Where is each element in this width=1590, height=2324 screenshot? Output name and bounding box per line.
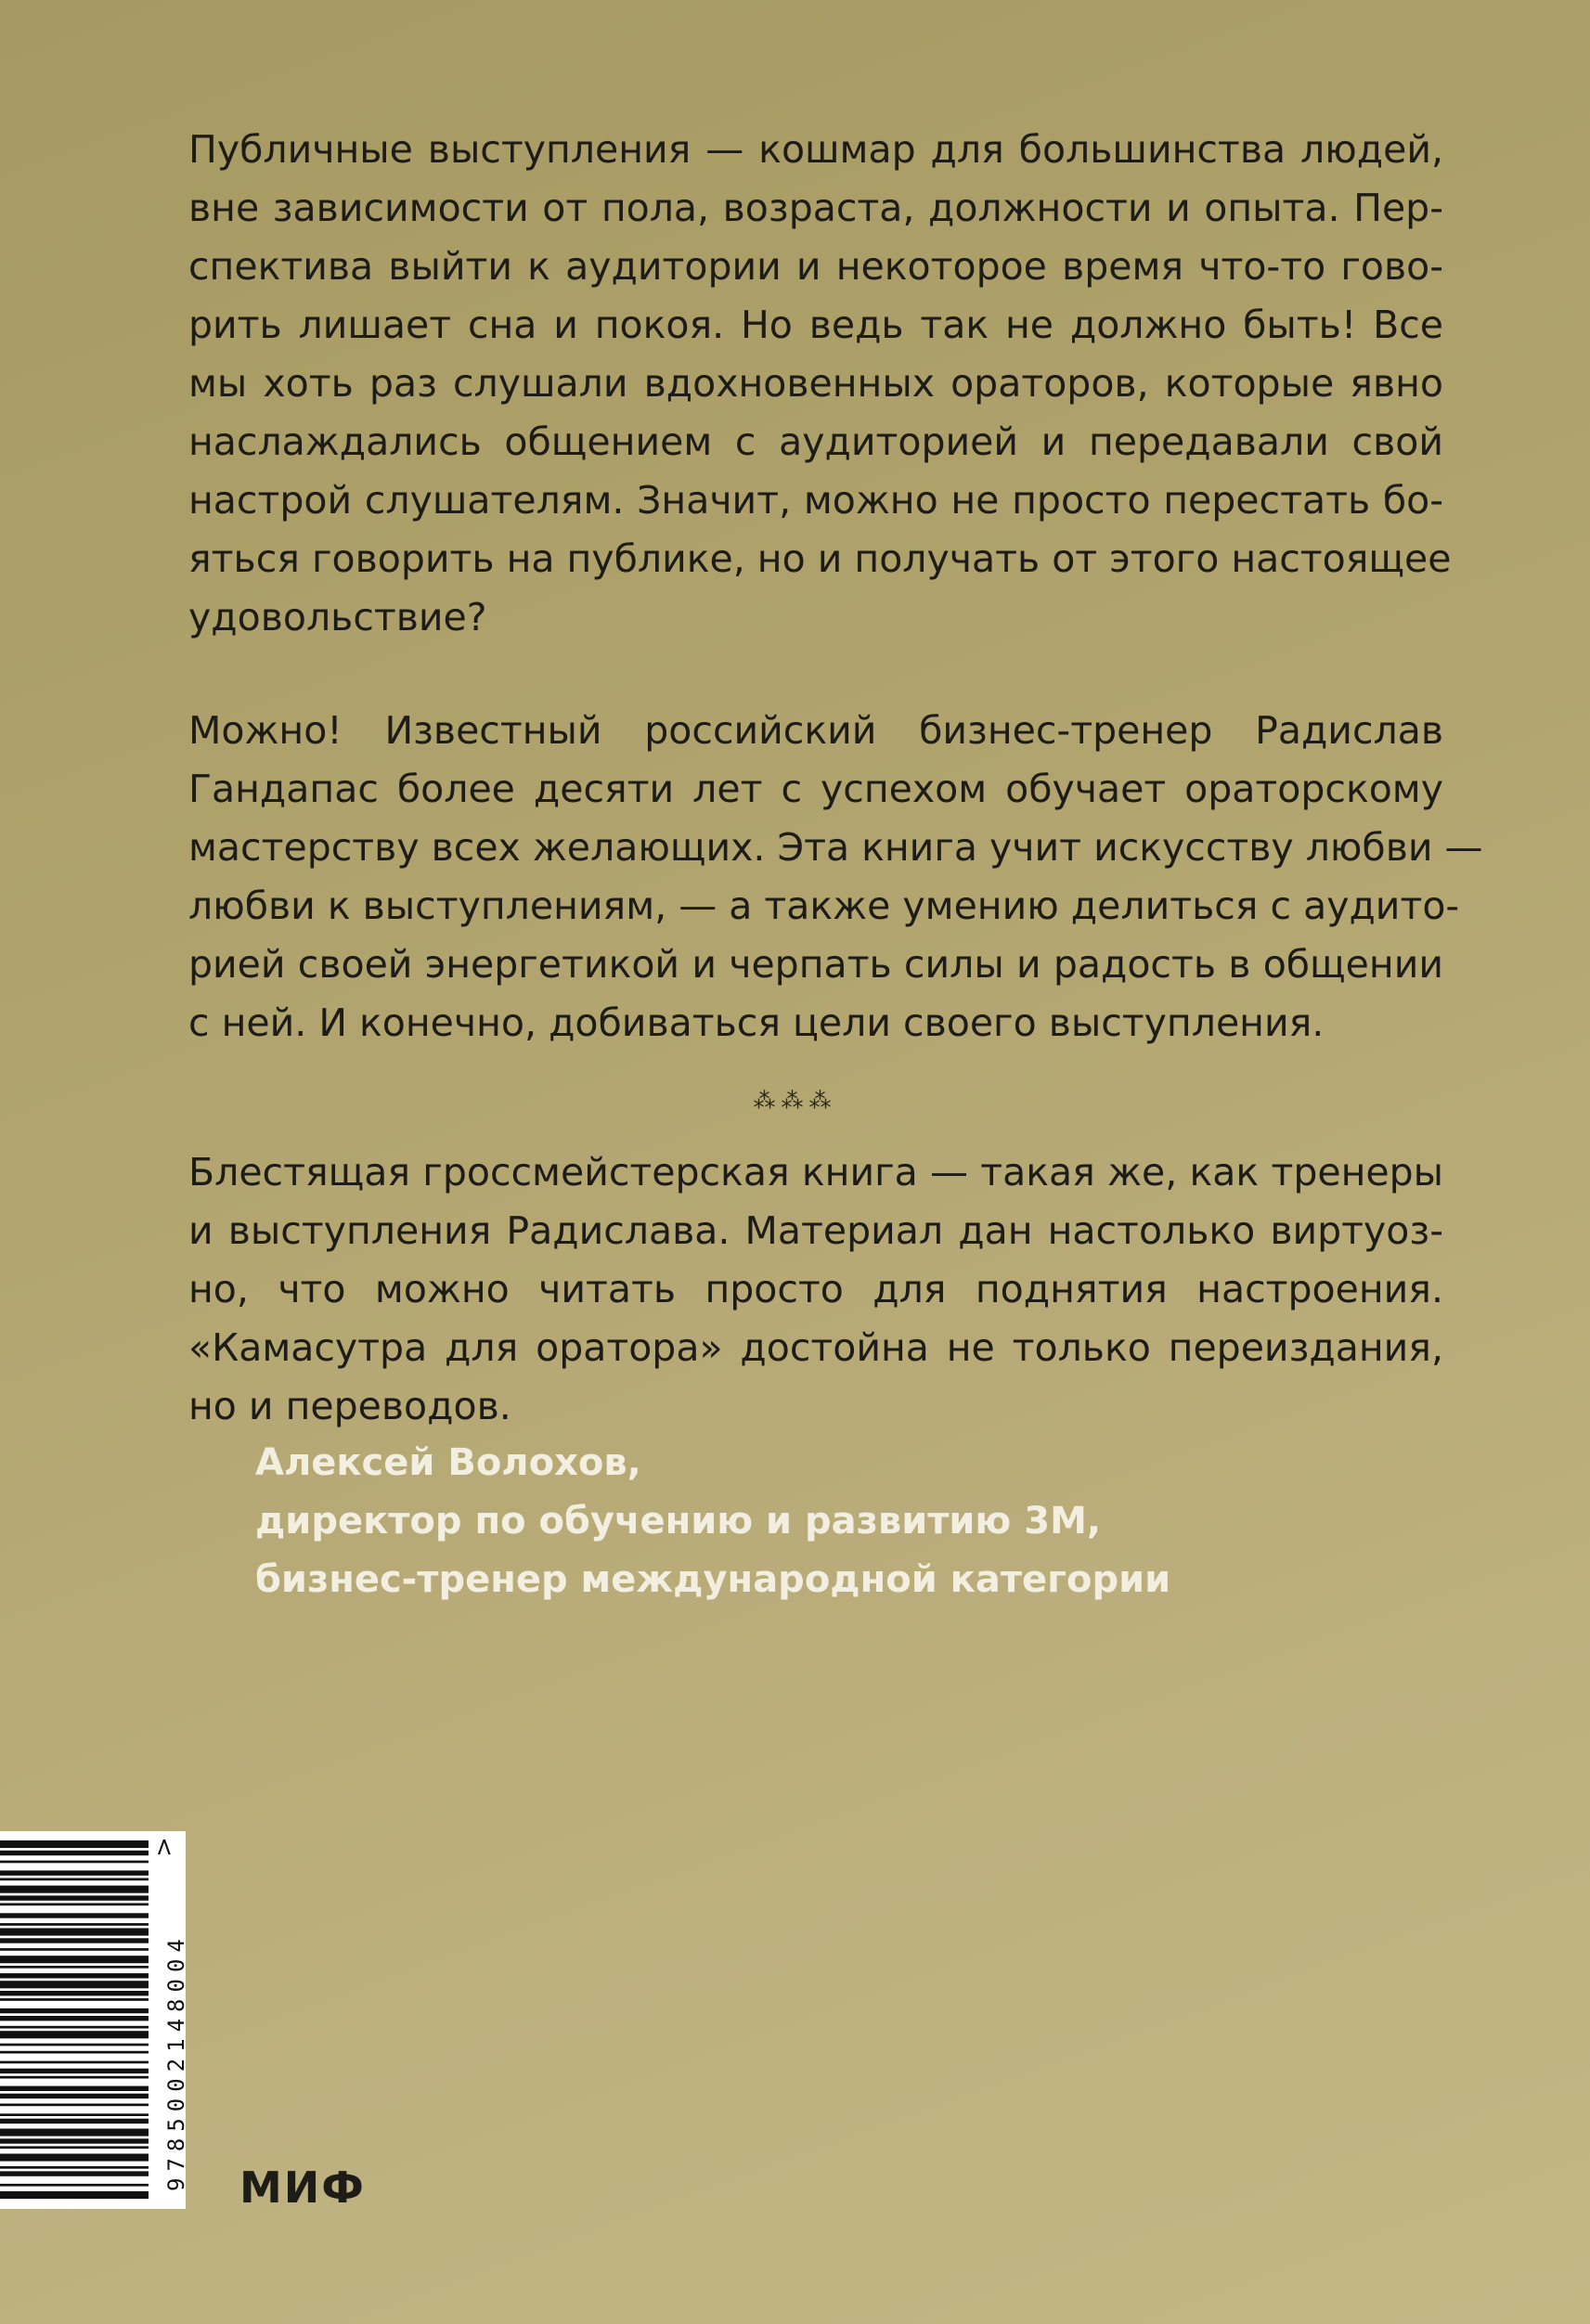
barcode-bar	[0, 1913, 149, 1917]
barcode-bar	[0, 1938, 149, 1943]
barcode-digits: 9785002148004	[163, 1932, 189, 2191]
testimonial-quote	[188, 1143, 1443, 1436]
publisher-logo	[239, 2163, 366, 2213]
barcode-bar	[0, 2031, 149, 2038]
barcode-bar	[0, 2138, 149, 2143]
isbn-barcode	[0, 1831, 189, 2209]
text-line: и выступления Радислава. Материал дан настолько виртуоз-	[188, 1208, 1443, 1253]
barcode-bar	[0, 2086, 149, 2091]
barcode-bar	[0, 1840, 149, 1848]
barcode-bar	[0, 2113, 149, 2116]
text-line: рить лишает сна и покоя. Но ведь так не должно быть! Все	[188, 303, 1443, 347]
barcode-bar	[0, 1879, 149, 1881]
barcode-bar	[0, 1973, 149, 1978]
text-line: спектива выйти к аудитории и некоторое время что-то гово-	[188, 244, 1443, 289]
text-line: удовольствие?	[188, 595, 487, 639]
attribution-title: бизнес-тренер международной категории	[255, 1558, 1171, 1601]
barcode-bar	[0, 2061, 149, 2064]
barcode-bar	[0, 2104, 149, 2107]
barcode-chevron-mark: >	[149, 1837, 178, 1857]
text-line: мастерству всех желающих. Эта книга учит искусству любви —	[188, 825, 1483, 870]
barcode-bar	[0, 2026, 149, 2029]
barcode-bar	[0, 1870, 149, 1875]
barcode-bar	[0, 1956, 149, 1963]
publisher-logo-text: МИФ	[239, 2163, 366, 2213]
barcode-bar	[0, 1981, 149, 1988]
text-line: «Камасутра для оратора» достойна не только переиздания,	[188, 1325, 1443, 1370]
barcode-bar	[0, 1948, 149, 1951]
barcode-bar	[0, 1966, 149, 1969]
barcode-bar	[0, 2016, 149, 2021]
barcode-bar	[0, 2119, 149, 2124]
barcode-bar	[0, 2171, 149, 2176]
text-line: яться говорить на публике, но и получать от этого настоящее	[188, 536, 1452, 581]
barcode-bar	[0, 2146, 149, 2149]
barcode-bar	[0, 1886, 149, 1893]
text-line: наслаждались общением с аудиторией и передавали свой	[188, 420, 1443, 464]
text-line: но, что можно читать просто для поднятия настроения.	[188, 1267, 1443, 1311]
description-paragraph-1	[188, 121, 1452, 647]
text-line: Публичные выступления — кошмар для большинства людей,	[188, 127, 1443, 172]
barcode-bar	[0, 1861, 149, 1864]
barcode-bar	[0, 2076, 149, 2079]
barcode-bar	[0, 2166, 149, 2169]
barcode-bar	[0, 2129, 149, 2137]
barcode-bar	[0, 2044, 149, 2046]
barcode-bar	[0, 2094, 149, 2098]
attribution-position: директор по обучению и развитию 3M,	[255, 1500, 1102, 1543]
barcode-bar	[0, 2069, 149, 2073]
section-divider-ornament: ⁂⁂⁂	[753, 1088, 837, 1114]
barcode-bar	[0, 1998, 149, 2001]
barcode-bar	[0, 2191, 149, 2199]
text-line: с ней. И конечно, добиваться цели своего выступления.	[188, 1001, 1325, 1045]
barcode-bar	[0, 1904, 149, 1906]
barcode-bar	[0, 2008, 149, 2013]
text-line: любви к выступлениям, — а также умению делиться с аудито-	[188, 884, 1460, 928]
text-line: рией своей энергетикой и черпать силы и радость в общении	[188, 942, 1443, 987]
barcode-bar	[0, 2154, 149, 2162]
attribution-name: Алексей Волохов,	[255, 1441, 641, 1484]
text-line: Гандапас более десяти лет с успехом обучает ораторскому	[188, 767, 1443, 811]
text-line: Блестящая гроссмейстерская книга — такая же, как тренеры	[188, 1150, 1443, 1194]
text-line: настрой слушателям. Значит, можно не просто перестать бо-	[188, 478, 1443, 523]
barcode-bar	[0, 2184, 149, 2187]
barcode-bars	[0, 1831, 186, 2209]
description-paragraph-2	[188, 702, 1483, 1052]
barcode-bar	[0, 1895, 149, 1900]
barcode-bar	[0, 1929, 149, 1936]
barcode-bar	[0, 1991, 149, 1995]
barcode-bar	[0, 2051, 149, 2054]
text-line: мы хоть раз слушали вдохновенных ораторов, которые явно	[188, 361, 1443, 406]
barcode-bar	[0, 1923, 149, 1926]
text-line: Можно! Известный российский бизнес-тренер Радислав	[188, 708, 1443, 753]
text-line: но и переводов.	[188, 1384, 511, 1428]
text-line: вне зависимости от пола, возраста, должности и опыта. Пер-	[188, 186, 1443, 230]
barcode-bar	[0, 1851, 149, 1855]
quote-attribution	[255, 1434, 1369, 1609]
